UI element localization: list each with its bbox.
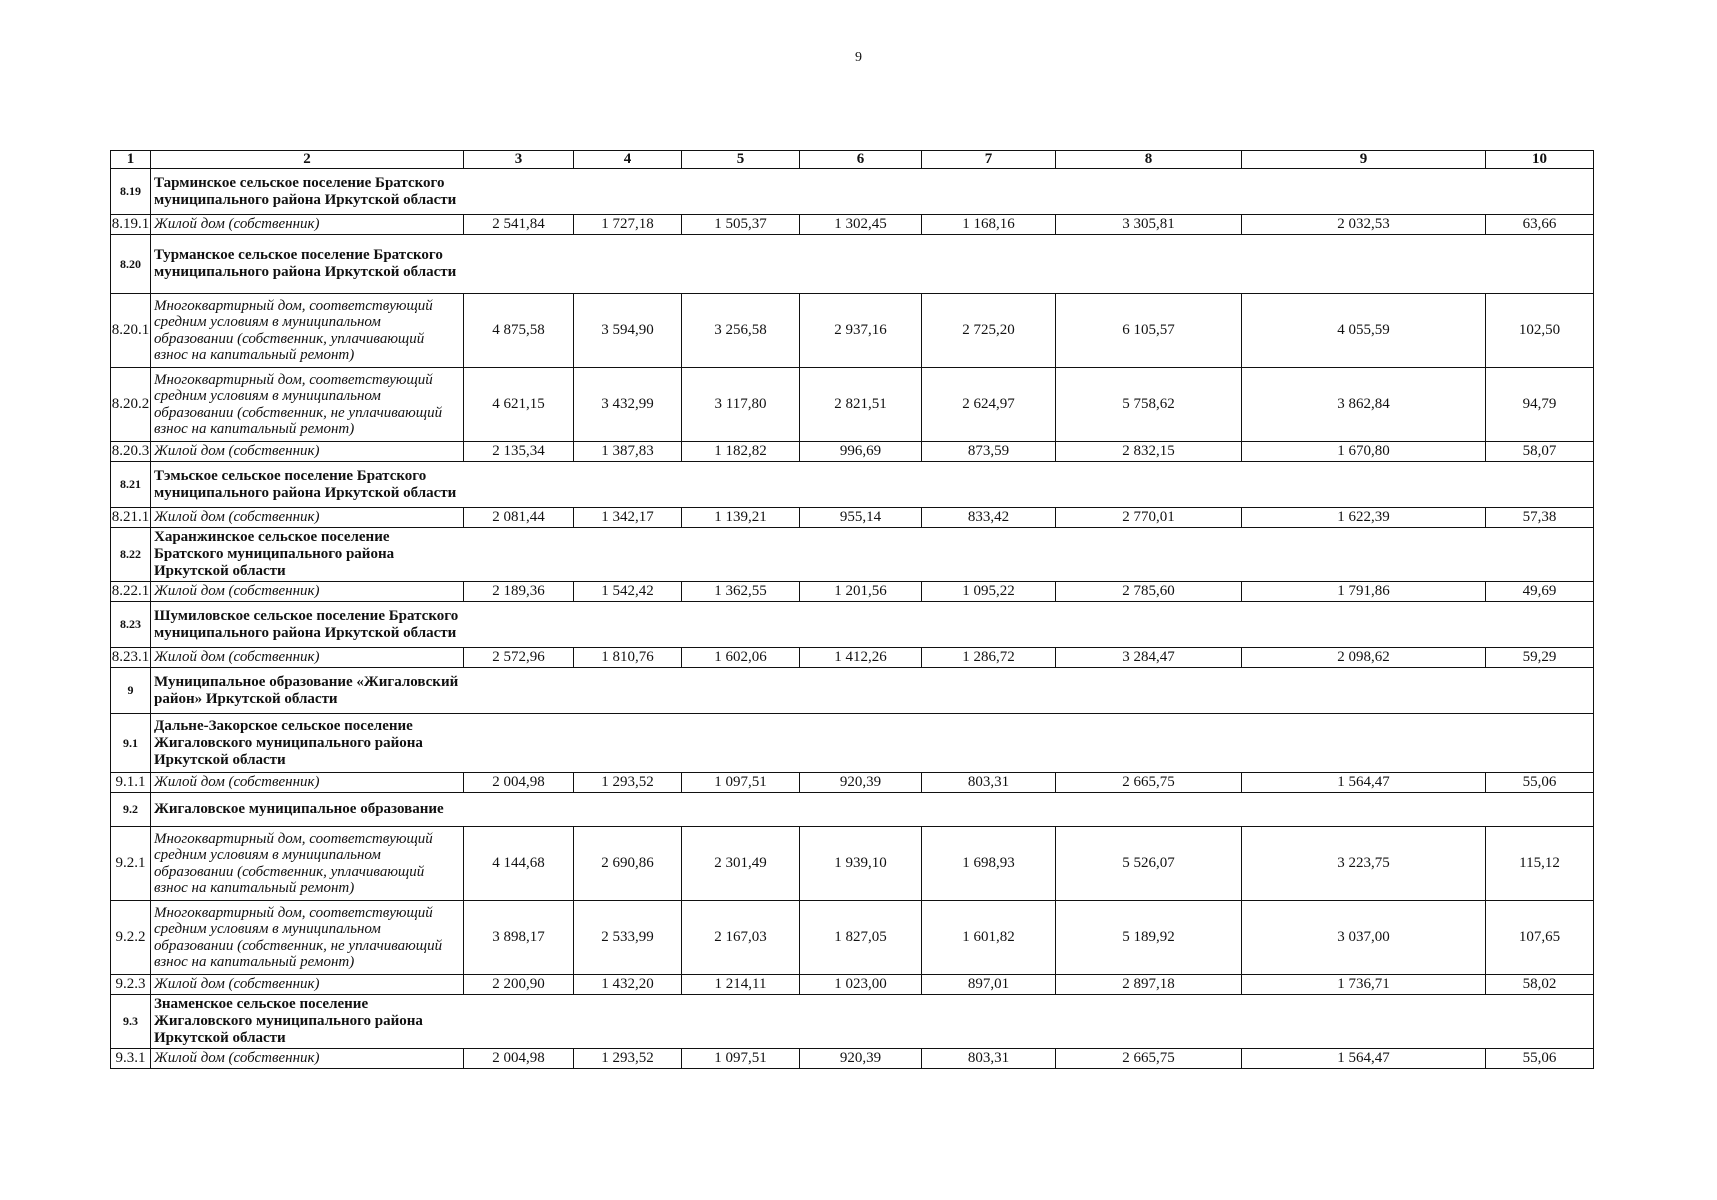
value-cell: 3 284,47 [1056, 648, 1242, 668]
value-cell: 1 168,16 [922, 215, 1056, 235]
value-cell: 1 286,72 [922, 648, 1056, 668]
value-cell: 2 032,53 [1242, 215, 1486, 235]
value-cell: 1 097,51 [682, 773, 800, 793]
section-empty-cell [464, 714, 1594, 773]
value-cell: 4 055,59 [1242, 294, 1486, 368]
value-cell: 5 189,92 [1056, 901, 1242, 975]
table-row [111, 648, 1594, 668]
value-cell: 1 302,45 [800, 215, 922, 235]
row-code: 8.20.1 [111, 294, 151, 368]
table-row [111, 975, 1594, 995]
section-row [111, 995, 1594, 1049]
value-cell: 4 621,15 [464, 368, 574, 442]
value-cell: 94,79 [1486, 368, 1594, 442]
row-code: 8.22.1 [111, 582, 151, 602]
row-name: Жилой дом (собственник) [151, 215, 464, 235]
value-cell: 1 505,37 [682, 215, 800, 235]
value-cell: 55,06 [1486, 1049, 1594, 1069]
value-cell: 107,65 [1486, 901, 1594, 975]
column-header: 3 [464, 151, 574, 169]
value-cell: 58,02 [1486, 975, 1594, 995]
section-empty-cell [464, 668, 1594, 714]
value-cell: 1 214,11 [682, 975, 800, 995]
value-cell: 1 564,47 [1242, 1049, 1486, 1069]
section-row [111, 668, 1594, 714]
section-empty-cell [464, 602, 1594, 648]
section-name: Знаменское сельское поселение Жигаловского муниципального района Иркутской области [151, 995, 464, 1049]
value-cell: 3 037,00 [1242, 901, 1486, 975]
section-row [111, 528, 1594, 582]
value-cell: 2 200,90 [464, 975, 574, 995]
page-number: 9 [855, 50, 862, 65]
row-name: Многоквартирный дом, соответствующий средним условиям в муниципальном образовании (собственник, уплачивающий взнос на капитальный ремонт) [151, 294, 464, 368]
value-cell: 2 624,97 [922, 368, 1056, 442]
value-cell: 59,29 [1486, 648, 1594, 668]
value-cell: 1 601,82 [922, 901, 1056, 975]
value-cell: 1 827,05 [800, 901, 922, 975]
value-cell: 6 105,57 [1056, 294, 1242, 368]
value-cell: 2 897,18 [1056, 975, 1242, 995]
table-row [111, 827, 1594, 901]
section-name: Тарминское сельское поселение Братского муниципального района Иркутской области [151, 169, 464, 215]
row-name: Жилой дом (собственник) [151, 508, 464, 528]
value-cell: 1 622,39 [1242, 508, 1486, 528]
value-cell: 833,42 [922, 508, 1056, 528]
value-cell: 2 004,98 [464, 773, 574, 793]
column-header: 2 [151, 151, 464, 169]
row-name: Жилой дом (собственник) [151, 975, 464, 995]
value-cell: 58,07 [1486, 442, 1594, 462]
column-header: 10 [1486, 151, 1594, 169]
value-cell: 49,69 [1486, 582, 1594, 602]
tariff-table [110, 150, 1594, 1069]
value-cell: 2 832,15 [1056, 442, 1242, 462]
value-cell: 920,39 [800, 773, 922, 793]
value-cell: 1 698,93 [922, 827, 1056, 901]
section-name: Турманское сельское поселение Братского муниципального района Иркутской области [151, 235, 464, 294]
section-name: Шумиловское сельское поселение Братского муниципального района Иркутской области [151, 602, 464, 648]
table-row [111, 442, 1594, 462]
section-row [111, 235, 1594, 294]
table-row [111, 508, 1594, 528]
section-empty-cell [464, 169, 1594, 215]
column-header: 6 [800, 151, 922, 169]
row-code: 8.20.2 [111, 368, 151, 442]
section-empty-cell [464, 235, 1594, 294]
row-name: Жилой дом (собственник) [151, 442, 464, 462]
value-cell: 1 727,18 [574, 215, 682, 235]
value-cell: 1 293,52 [574, 1049, 682, 1069]
table-row [111, 773, 1594, 793]
value-cell: 1 139,21 [682, 508, 800, 528]
value-cell: 1 023,00 [800, 975, 922, 995]
value-cell: 115,12 [1486, 827, 1594, 901]
value-cell: 803,31 [922, 1049, 1056, 1069]
value-cell: 5 758,62 [1056, 368, 1242, 442]
column-header: 1 [111, 151, 151, 169]
value-cell: 2 770,01 [1056, 508, 1242, 528]
value-cell: 1 412,26 [800, 648, 922, 668]
value-cell: 1 736,71 [1242, 975, 1486, 995]
value-cell: 1 362,55 [682, 582, 800, 602]
row-code: 8.22 [111, 528, 151, 582]
value-cell: 2 135,34 [464, 442, 574, 462]
row-name: Жилой дом (собственник) [151, 773, 464, 793]
section-empty-cell [464, 462, 1594, 508]
table-row [111, 294, 1594, 368]
row-name: Жилой дом (собственник) [151, 648, 464, 668]
value-cell: 897,01 [922, 975, 1056, 995]
table-row [111, 901, 1594, 975]
row-code: 9.1 [111, 714, 151, 773]
value-cell: 55,06 [1486, 773, 1594, 793]
value-cell: 2 533,99 [574, 901, 682, 975]
column-header: 8 [1056, 151, 1242, 169]
table-row [111, 582, 1594, 602]
row-code: 9.3 [111, 995, 151, 1049]
column-header: 4 [574, 151, 682, 169]
section-row [111, 602, 1594, 648]
value-cell: 2 541,84 [464, 215, 574, 235]
section-empty-cell [464, 793, 1594, 827]
row-name: Многоквартирный дом, соответствующий средним условиям в муниципальном образовании (собственник, уплачивающий взнос на капитальный ремонт) [151, 827, 464, 901]
value-cell: 1 387,83 [574, 442, 682, 462]
value-cell: 1 293,52 [574, 773, 682, 793]
value-cell: 803,31 [922, 773, 1056, 793]
column-header: 9 [1242, 151, 1486, 169]
table-row [111, 215, 1594, 235]
value-cell: 1 564,47 [1242, 773, 1486, 793]
row-name: Жилой дом (собственник) [151, 1049, 464, 1069]
row-code: 8.23.1 [111, 648, 151, 668]
table-row [111, 368, 1594, 442]
value-cell: 2 937,16 [800, 294, 922, 368]
value-cell: 1 097,51 [682, 1049, 800, 1069]
section-row [111, 793, 1594, 827]
column-number-row [111, 151, 1594, 169]
value-cell: 57,38 [1486, 508, 1594, 528]
section-row [111, 714, 1594, 773]
value-cell: 873,59 [922, 442, 1056, 462]
value-cell: 996,69 [800, 442, 922, 462]
section-row [111, 169, 1594, 215]
row-name: Многоквартирный дом, соответствующий средним условиям в муниципальном образовании (собственник, не уплачивающий взнос на капитальный ремонт) [151, 368, 464, 442]
section-name: Тэмьское сельское поселение Братского муниципального района Иркутской области [151, 462, 464, 508]
value-cell: 3 256,58 [682, 294, 800, 368]
value-cell: 955,14 [800, 508, 922, 528]
value-cell: 1 791,86 [1242, 582, 1486, 602]
value-cell: 1 939,10 [800, 827, 922, 901]
section-empty-cell [464, 528, 1594, 582]
row-code: 9 [111, 668, 151, 714]
value-cell: 3 432,99 [574, 368, 682, 442]
section-row [111, 462, 1594, 508]
value-cell: 920,39 [800, 1049, 922, 1069]
value-cell: 1 432,20 [574, 975, 682, 995]
table-body [111, 169, 1594, 1069]
value-cell: 2 167,03 [682, 901, 800, 975]
value-cell: 4 875,58 [464, 294, 574, 368]
value-cell: 1 182,82 [682, 442, 800, 462]
row-code: 9.2 [111, 793, 151, 827]
value-cell: 2 301,49 [682, 827, 800, 901]
value-cell: 3 117,80 [682, 368, 800, 442]
value-cell: 5 526,07 [1056, 827, 1242, 901]
value-cell: 3 898,17 [464, 901, 574, 975]
value-cell: 3 594,90 [574, 294, 682, 368]
value-cell: 1 670,80 [1242, 442, 1486, 462]
row-code: 9.2.1 [111, 827, 151, 901]
value-cell: 1 602,06 [682, 648, 800, 668]
row-name: Жилой дом (собственник) [151, 582, 464, 602]
value-cell: 2 665,75 [1056, 773, 1242, 793]
section-name: Дальне-Закорское сельское поселение Жигаловского муниципального района Иркутской области [151, 714, 464, 773]
value-cell: 1 095,22 [922, 582, 1056, 602]
value-cell: 2 821,51 [800, 368, 922, 442]
value-cell: 2 665,75 [1056, 1049, 1242, 1069]
value-cell: 2 725,20 [922, 294, 1056, 368]
value-cell: 1 542,42 [574, 582, 682, 602]
value-cell: 3 223,75 [1242, 827, 1486, 901]
section-name: Муниципальное образование «Жигаловский район» Иркутской области [151, 668, 464, 714]
section-empty-cell [464, 995, 1594, 1049]
row-code: 8.19.1 [111, 215, 151, 235]
row-name: Многоквартирный дом, соответствующий средним условиям в муниципальном образовании (собственник, не уплачивающий взнос на капитальный ремонт) [151, 901, 464, 975]
row-code: 8.21 [111, 462, 151, 508]
section-name: Харанжинское сельское поселение Братского муниципального района Иркутской области [151, 528, 464, 582]
row-code: 9.3.1 [111, 1049, 151, 1069]
value-cell: 2 785,60 [1056, 582, 1242, 602]
value-cell: 3 305,81 [1056, 215, 1242, 235]
value-cell: 2 081,44 [464, 508, 574, 528]
row-code: 9.2.3 [111, 975, 151, 995]
value-cell: 2 189,36 [464, 582, 574, 602]
section-name: Жигаловское муниципальное образование [151, 793, 464, 827]
value-cell: 2 690,86 [574, 827, 682, 901]
row-code: 9.2.2 [111, 901, 151, 975]
value-cell: 2 572,96 [464, 648, 574, 668]
row-code: 8.19 [111, 169, 151, 215]
row-code: 8.21.1 [111, 508, 151, 528]
value-cell: 102,50 [1486, 294, 1594, 368]
row-code: 8.20.3 [111, 442, 151, 462]
value-cell: 2 004,98 [464, 1049, 574, 1069]
value-cell: 63,66 [1486, 215, 1594, 235]
column-header: 7 [922, 151, 1056, 169]
table-row [111, 1049, 1594, 1069]
value-cell: 2 098,62 [1242, 648, 1486, 668]
value-cell: 3 862,84 [1242, 368, 1486, 442]
row-code: 9.1.1 [111, 773, 151, 793]
value-cell: 1 342,17 [574, 508, 682, 528]
row-code: 8.23 [111, 602, 151, 648]
column-header: 5 [682, 151, 800, 169]
value-cell: 1 810,76 [574, 648, 682, 668]
value-cell: 1 201,56 [800, 582, 922, 602]
row-code: 8.20 [111, 235, 151, 294]
value-cell: 4 144,68 [464, 827, 574, 901]
